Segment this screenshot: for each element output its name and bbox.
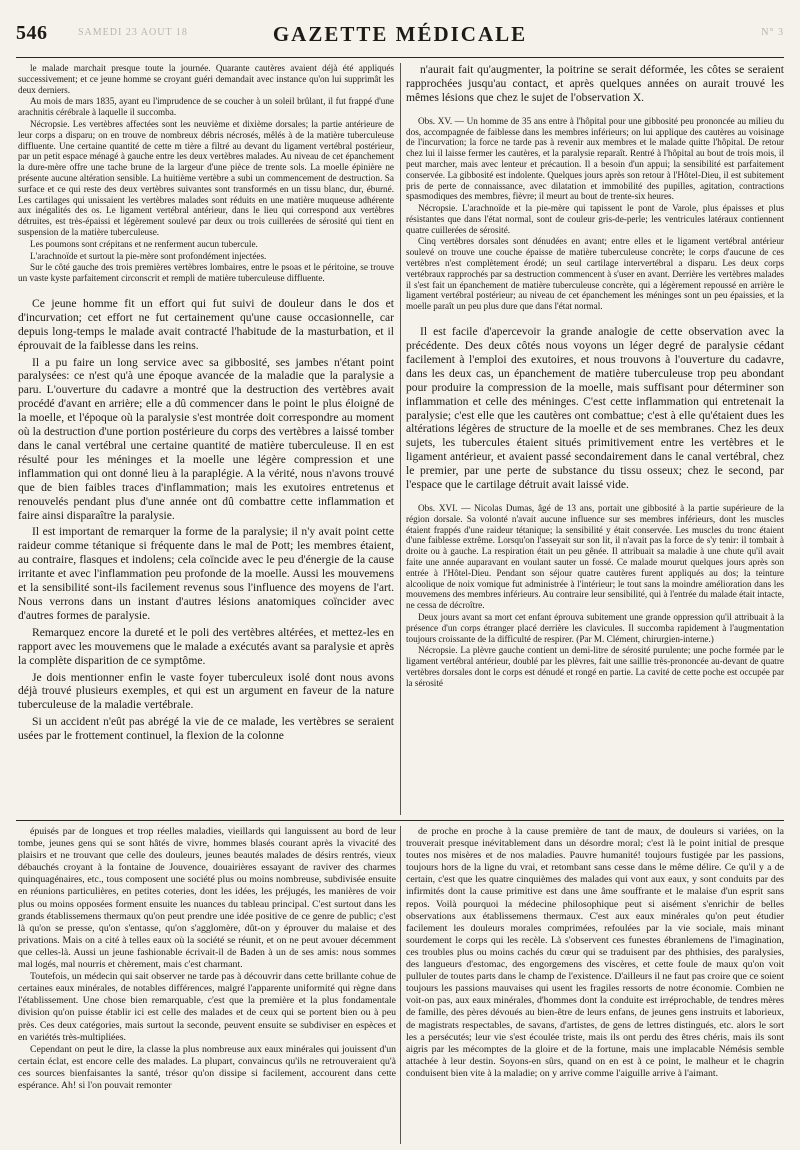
paragraph: Il est important de remarquer la forme de la paralysie; il n'y avait point cette raideur comme tétanique si fréquente dans le mal de Pott; les membres étaient, au contraire, flasques et indolens; cela coïncide avec le peu d'énergie de la cause irritante et avec l'inflammation peu profonde de la moelle. Aussi les mouvemens et la sensibilité sont-ils facilement revenus sous l'influence des moyens de l'art. Nous verrons dans un instant d'autres lésions anatomiques coïncider avec d'autres formes de paralysie.	[18, 525, 394, 622]
paragraph: Nécropsie. L'arachnoïde et la pie-mère qui tapissent le pont de Varole, plus épaisses et plus résistantes que dans l'état normal, sont de couleur gris-de-perle; les ventricules latéraux contiennent quatre cuillerées de sérosité.	[406, 203, 784, 235]
paragraph: Il est facile d'apercevoir la grande analogie de cette observation avec la précédente. Des deux côtés nous voyons un léger degré de paralysie cédant facilement à l'emploi des exutoires, et nous trouvons à l'ouverture du cadavre, dans les deux cas, un épanchement de matière tuberculeuse trop peu abondant pour produire la compression de la moelle, mais suffisant pour déterminer son inflammation et celle des méninges. C'est cette inflammation qui entretenait la paralysie; c'est elle que les cautères ont combattue; c'est à elle qu'étaient dues les altérations légères de structure de la moelle et de ses membranes. Chez les deux sujets, les tubercules étaient situés primitivement entre les vertèbres et le ligament antérieur, et avaient passé secondairement dans le canal vertébral, chez le premier, par une perte de substance du tissu osseux; chez le second, par l'espace que le cartilage détruit avait laissé vide.	[406, 325, 784, 492]
paragraph: Remarquez encore la dureté et le poli des vertèbres altérées, et mettez-les en rapport avec les mouvemens que le malade a exécutés avant sa paralysie et après la complète disparition de ce symptôme.	[18, 625, 394, 667]
date-stamp: SAMEDI 23 AOUT 18	[78, 27, 188, 38]
paragraph: Il a pu faire un long service avec sa gibbosité, ses jambes n'étant point paralysées: ce n'est qu'à une époque avancée de la maladie que la paralysie a paru. L'ouverture du cadavre a montré que la destruction des vertèbres avait procédé d'avant en arrière; elle a dû commencer dans le point le plus éloigné de la moelle, et l'époque où la paralysie s'est montrée doit correspondre au moment où la destruction d'une portion postérieure du corps des vertèbres a laissé tomber dans le canal vertébral une certaine quantité de matière tuberculeuse. Il en est résulté pour les méninges et la moelle une légère compression et une inflammation qui ont donné lieu à la paraplégie. A la vérité, nous n'avons trouvé que de bien faibles traces d'inflammation; mais les exutoires entretenus et renouvelés pendant plus d'une année ont dû combattre cette inflammation et faire ainsi disparaître la paralysie.	[18, 355, 394, 522]
paragraph: Si un accident n'eût pas abrégé la vie de ce malade, les vertèbres se seraient usées par le frottement continuel, la flexion de la colonne	[18, 715, 394, 743]
paragraph: Au mois de mars 1835, ayant eu l'imprudence de se coucher à un soleil brûlant, il fut frappé d'une arachnitis cérébrale à laquelle il succomba.	[18, 96, 394, 118]
paragraph: Deux jours avant sa mort cet enfant éprouva subitement une grande oppression qu'il attribuait à la présence d'un corps étranger placé derrière les clavicules. Il succomba rapidement à l'augmentation toujours croissante de la difficulté de respirer. (Par M. Clément, chirurgien-interne.)	[406, 611, 784, 644]
paragraph: Ce jeune homme fit un effort qui fut suivi de douleur dans le dos et d'incurvation; cet effort ne fut certainement qu'une cause occasionnelle, car depuis long-temps le malade avait contracté l'habitude de la masturbation, et il éprouvait de la faiblesse dans les reins.	[18, 296, 394, 352]
masthead-title: GAZETTE MÉDICALE	[272, 22, 528, 46]
observation-paragraph: Obs. XVI. — Nicolas Dumas, âgé de 13 ans, portait une gibbosité à la partie supérieure de la région dorsale. Sa volonté n'avait aucune influence sur ses membres inférieurs, dont les muscles étaient frappés d'une raideur tétanique; la sensibilité y était conservée. Les muscles du tronc étaient d'une faiblesse extrême. Lorsqu'on l'asseyait sur son lit, il n'avait pas la force de s'y tenir: il tombait à droite ou à gauche. La respiration était un peu gênée. Il attribuait sa maladie à une chute qu'il avait faite une année auparavant en voulant sauter un fossé. Ce malade mourut quelques jours après son entrée à l'Hôtel-Dieu. Pendant son séjour quatre cautères furent appliqués au dos; la teinture alcoolique de noix vomique fut administrée à l'intérieur; le tout sans la moindre amélioration dans les mouvemens des membres inférieurs. Au contraire leur sensibilité, qui à l'entrée du malade était intacte, ne cessa de décroître.	[406, 502, 784, 611]
paragraph: L'arachnoïde et surtout la pie-mère sont profondément injectées.	[30, 250, 267, 261]
header-rule	[16, 57, 784, 58]
column-bottom-left	[18, 826, 396, 1144]
paragraph: Les poumons sont crépitans et ne renferment aucun tubercule.	[30, 238, 258, 249]
column-top-left	[18, 63, 394, 816]
page-number: 546	[16, 22, 48, 44]
issue-stamp: N° 3	[761, 27, 784, 38]
paragraph: épuisés par de longues et trop réelles maladies, vieillards qui languissent au bord de leur tombe, jeunes gens qui se sont hâtés de vivre, hommes blasés courant après la vivacité des plaisirs et ne trouvant que celle des douleurs, jeunes beautés malades de désirs rentrés, vieux débauchés croyant à la fontaine de Jouvence, douairières essayant de raviver des charmes quinquagénaires, etc., tous composent une société plus ou moins nombreuse, subdivisée ensuite en réunions particulières, en petites coteries, dont les idées, les préjugés, les manières de voir plus ou moins opposées forment ensuite les nuances du tableau principal. C'est surtout dans les grands établissemens thermaux qu'on peut prendre une idée positive de ce genre de public; c'est là qu'on se presse, qu'on s'entasse, qu'on s'agglomère, dût-on y éprouver du malaise et des privations. Mais on a cité à telles eaux où la société se réunit, et on ne peut avouer décemment que celles-là. Aussi un jeune fashionable écrivait-il de Baden à un de ses amis: nous sommes mal logés, mal nourris et chèrement, mais c'est charmant.	[18, 826, 396, 971]
paragraph: n'aurait fait qu'augmenter, la poitrine se serait déformée, les côtes se seraient rapprochées jusqu'au contact, et après quelques années on aurait trouvé les mêmes lésions que chez le sujet de l'observation X.	[406, 63, 784, 104]
column-bottom-right	[406, 826, 784, 1144]
paragraph: Nécropsie. Les vertèbres affectées sont les neuvième et dixième dorsales; la partie antérieure de leur corps a disparu; on en trouve de nombreux débris nécrosés, mêlés à de la matière tuberculeuse diffluente. Une certaine quantité de cette m tière a filtré au devant du ligament vertébral postérieur, par un petit espace ménagé à gauche entre les deux vertèbres malades. Au niveau de cet épanchement la dure-mère offre une tache brune de la largeur d'une pièce de trente sols. La moelle épinière ne présente aucune altération sensible. La huitième vertèbre a subi un commencement de destruction. Sa surface et ce qui reste des deux vertèbres suivantes sont transformés en un tissu blanc, dur, éburné. Les cartilages qui unissaient les vertèbres malades sont réduits en une matière muqueuse adhérente aux inégalités des os. Le ligament vertébral antérieur, dans le lieu qui correspond aux vertèbres détruites, est très-épaissi et légèrement soulevé par deux ou trois cuillerées de sérosité qui tient en suspension de la matière tuberculeuse.	[18, 118, 394, 237]
paragraph: Je dois mentionner enfin le vaste foyer tuberculeux isolé dont nous avons déjà trouvé plusieurs exemples, et qui est un argument en faveur de la nature tuberculeuse de la maladie vertébrale.	[18, 670, 394, 712]
column-divider-bottom	[400, 826, 401, 1144]
paragraph: Toutefois, un médecin qui sait observer ne tarde pas à découvrir dans cette brillante cohue de certaines eaux minérales, de notables différences, malgré l'apparente uniformité qui règne dans l'établissement. Une chose bien remarquable, c'est que la première et la plus fondamentale division qu'on puisse établir ici est celle des malades et de ceux qui se portent bien ou à peu près. Ces deux catégories, mais surtout la seconde, peuvent ensuite se subdiviser en espèces et en variétés très-multipliées.	[18, 971, 396, 1043]
paragraph: Cinq vertèbres dorsales sont dénudées en avant; entre elles et le ligament vertébral antérieur soulevé on trouve une couche épaisse de matière tuberculeuse concrète; le corps d'aucune de ces vertèbres n'est complètement érodé; un seul cartilage intervertébral a disparu. Les deux corps vertébraux rapprochés par sa destruction commencent à s'user en avant. Derrière les vertèbres malades il s'est fait un épanchement de matière tuberculeuse concrète, qui a légèrement repoussé en arrière le ligament vertébral postérieur; au niveau de cet épanchement les méninges sont un peu épaissies, et la moelle paraît un peu plus dure que dans l'état normal.	[406, 236, 784, 312]
paragraph: Sur le côté gauche des trois premières vertèbres lombaires, entre le psoas et le péritoine, se trouve un vaste kyste parfaitement circonscrit et rempli de matière tuberculeuse diffluente.	[18, 262, 394, 284]
page-header	[16, 22, 784, 48]
column-divider-top	[400, 63, 401, 815]
feuilleton-rule	[16, 820, 784, 821]
paragraph: le malade marchait presque toute la journée. Quarante cautères avaient déjà été appliqués successivement; et ce jeune homme se croyant guéri demandait avec instance qu'on lui supprimât les deux derniers.	[18, 63, 394, 95]
paragraph: Cependant on peut le dire, la classe la plus nombreuse aux eaux minérales qui jouissent d'un certain éclat, est encore celle des malades. La plupart, convaincus qu'ils ne retrouveraient qu'à ces sources bienfaisantes la santé, trésor qu'on dissipe si facilement, accourent dans cette espérance. Ah! si l'on pouvait remonter	[18, 1043, 396, 1091]
observation-paragraph: Obs. XV. — Un homme de 35 ans entre à l'hôpital pour une gibbosité peu prononcée au milieu du dos, accompagnée de faiblesse dans les membres inférieurs; on lui applique des cautères au voisinage de l'incurvation; la force ne tarde pas à revenir aux membres et le malade quitte l'hôpital. De retour chez lui il laisse fermer les cautères, et la paralysie reparaît. Rentré à l'hôpital au bout de trois mois, il peut marcher, mais avec lenteur et précaution. Il a besoin d'un appui; la sensibilité est parfaitement conservée. La gibbosité est indolente. Quelques jours après son retour à l'Hôtel-Dieu, il est subitement pris de perte de connaissance, avec dilatation et immobilité des pupilles, agitation, contractions spasmodiques des membres, fièvre; il meurt au bout de trente-six heures.	[406, 115, 784, 202]
paragraph: Nécropsie. La plèvre gauche contient un demi-litre de sérosité purulente; une poche formée par le ligament vertébral antérieur, doublé par les plèvres, fait une saillie très-prononcée au-devant de quatre vertèbres dorsales dont le corps est dénudé et rongé en partie. La cavité de cette poche est occupée par la sérosité	[406, 645, 784, 688]
column-top-right	[406, 63, 784, 816]
paragraph: de proche en proche à la cause première de tant de maux, de douleurs si variées, on la trouverait presque inévitablement dans un désordre moral; c'est là le point initial de presque toutes nos misères et de nos maladies. Pauvre humanité! toujours fustigée par les passions, toujours hors de la ligne du vrai, et retombant sans cesse dans le même délire. Ce qu'il y a de certain, c'est que les quatre cinquièmes des malades qui vont aux eaux, y sont conduits par des infirmités dont la cause primitive est dans une âme souffrante et le malaise d'un esprit sans repos. Voilà pourquoi la médecine philosophique peut si aisément s'enrichir de belles observations aux établissemens thermaux. C'est aux eaux minérales qu'on peut étudier facilement les douleurs morales comprimées, refoulées par la vie sociale, mais minant sourdement le corps qui les recèle. Là s'observent ces funestes ébranlemens de l'imagination, ces troubles plus ou moins cachés du cœur qui se traduisent par des phthisies, des paralysies, des langueurs d'estomac, des engorgemens des viscères, et cette foule de maux qu'on voit pulluler de toutes parts dans le champ de l'existence. D'ailleurs il ne faut pas croire que ce soient toujours les passions mauvaises qui usent les fragiles ressorts de notre économie. Combien ne voit-on pas, aux eaux minérales, d'hommes dont la conduite est irréprochable, de tendres mères de famille, des pères dévoués au bien-être de leurs enfans, de jeunes gens instruits et laborieux, de magistrats respectables, de savans, d'artistes, de gens de lettres distingués, etc. alors le sort les a persécutés; leur vie s'est écoulée triste, mais ils ont perdu des êtres chéris, mais ils sont aigris par les mécomptes de la gloire et de la fortune, mais une implacable Némésis semble attachée à leur destin. Soyons-en sûrs, quand on en est à ce point, le malheur et le chagrin conduisent bien vite à la maladie; on y arrive comme l'aiguille arrive à l'aimant.	[406, 826, 784, 1079]
